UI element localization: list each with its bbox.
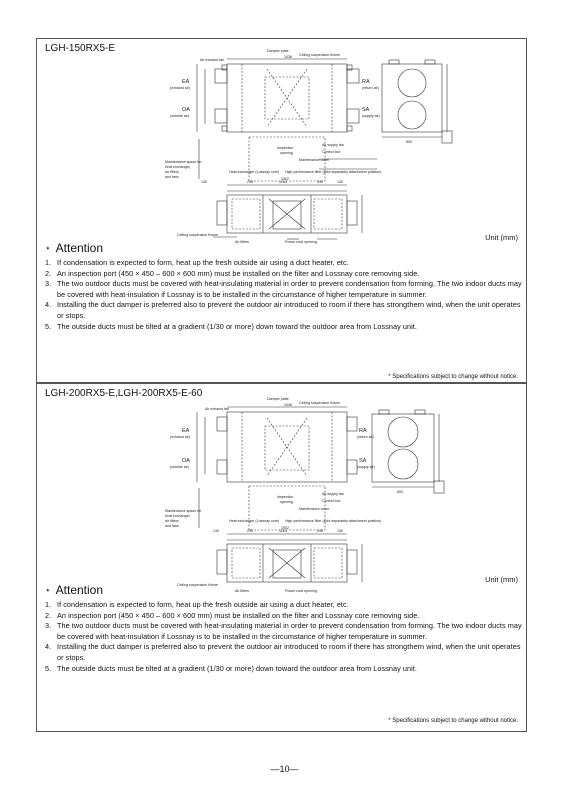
label-ceiling-suspension-bottom: Ceiling suspension fixture <box>177 233 218 237</box>
label-ceiling-suspension-top: Ceiling suspension fixture <box>299 53 340 57</box>
spec-panel-lgh-200 <box>36 383 527 732</box>
label-oa: OA <box>182 458 190 464</box>
sa-duct-circle <box>388 449 418 479</box>
star-icon: ⋆ <box>45 243 51 253</box>
attention-title: Attention <box>55 583 104 597</box>
label-air-supply-fan: Air supply fan <box>322 143 344 147</box>
dim-total: 1502 <box>281 526 289 530</box>
dim-b: 249 <box>247 180 253 184</box>
dim-d: 130 <box>337 529 343 533</box>
note-item: 2. An inspection port (450 × 450 – 600 × 600 mm) must be installed on the filter and Lossnay core removing side. <box>45 610 420 620</box>
label-heat-exchanger: Heat exchanger (Lossnay core) <box>229 170 280 174</box>
dim-top: 1036 <box>284 403 292 407</box>
label-oa: OA <box>182 107 190 113</box>
label-sa: SA <box>362 107 370 113</box>
dim-side: 800 <box>397 490 403 494</box>
label-ra-sub: (return air) <box>362 86 379 90</box>
label-opening: opening <box>280 500 293 504</box>
label-maint-space-4: and fans <box>165 524 179 528</box>
label-maintenance-cover: Maintenance cover <box>299 158 330 162</box>
label-inspection: Inspection <box>277 495 294 499</box>
label-ea-sub: (exhaust air) <box>170 86 190 90</box>
label-ra-sub: (return air) <box>357 435 374 439</box>
note-item: 4. Installing the duct damper is preferred also to prevent the outdoor air introduced to room if there has strongthern wind, when the unit operates or stops. <box>45 300 521 320</box>
panel-title: LGH-150RX5-E <box>45 43 116 54</box>
label-inspection: Inspection <box>277 146 294 150</box>
label-ra: RA <box>359 428 367 434</box>
star-icon: ⋆ <box>45 585 51 595</box>
unit-body-side-view <box>382 64 442 132</box>
dim-side: 800 <box>406 140 412 144</box>
oa-duct-collar <box>215 109 227 123</box>
attention-heading <box>45 241 103 255</box>
page-number: —10— <box>270 764 299 774</box>
label-oa-sub: (outside air) <box>170 465 189 469</box>
attention-title: Attention <box>55 241 104 255</box>
label-air-filters: Air filters <box>235 240 249 244</box>
label-oa-sub: (outside air) <box>170 114 189 118</box>
note-item: 4. Installing the duct damper is preferred also to prevent the outdoor air introduced to room if there has strongthern wind, when the unit operates or stops. <box>45 642 521 662</box>
label-ea: EA <box>182 79 190 85</box>
label-heat-exchanger: Heat exchanger (Lossnay core) <box>229 519 280 523</box>
label-power-cord: Power cord opening <box>285 589 317 593</box>
ra-duct-collar <box>347 69 359 83</box>
sa-duct-collar <box>347 109 359 123</box>
unit-label: Unit (mm) <box>485 575 518 584</box>
dim-a: 130 <box>213 529 219 533</box>
attention-heading <box>45 583 103 597</box>
label-air-supply-fan: Air supply fan <box>322 492 344 496</box>
spec-panel-lgh-150 <box>36 38 527 383</box>
label-air-filters: Air filters <box>235 589 249 593</box>
footnote: * Specifications subject to change without notice. <box>388 718 518 724</box>
dim-c: 249 <box>317 180 323 184</box>
note-item: 3. The two outdoor ducts must be covered with heat-insulating material in order to prevent condensation from forming. The two indoor ducts may be covered with heat-insulation if Lossnay is to be installed in the circumstance of higher temperature in summer. <box>45 621 522 641</box>
sa-duct-circle <box>398 101 426 129</box>
note-item: 5. The outside ducts must be tilted at a gradient (1/30 or more) down toward the outdoor area from Lossnay unit. <box>45 663 417 673</box>
note-item: 2. An inspection port (450 × 450 – 600 × 600 mm) must be installed on the filter and Lossnay core removing side. <box>45 268 420 278</box>
label-hp-filter: High-performance filter (sold separately attachment position) <box>285 170 382 174</box>
dim-c: 249 <box>317 529 323 533</box>
ra-duct-circle <box>388 417 418 447</box>
note-item: 1. If condensation is expected to form, heat up the fresh outside air using a duct heater, etc. <box>45 600 349 609</box>
label-damper-plate: Damper plate <box>267 49 289 53</box>
dim-inner: 1164 <box>279 529 287 533</box>
label-maintenance-cover: Maintenance cover <box>299 507 330 511</box>
unit-label: Unit (mm) <box>485 233 518 242</box>
label-ceiling-suspension-top: Ceiling suspension fixture <box>299 401 340 405</box>
label-control-box: Control box <box>322 150 341 154</box>
label-sa-sub: (supply air) <box>362 114 380 118</box>
dim-b: 249 <box>247 529 253 533</box>
label-maint-space-1: Maintenance space for <box>165 160 202 164</box>
dim-a: 130 <box>201 180 207 184</box>
note-item: 1. If condensation is expected to form, heat up the fresh outside air using a duct heater, etc. <box>45 258 349 267</box>
dim-top: 1036 <box>284 55 292 59</box>
note-item: 5. The outside ducts must be tilted at a gradient (1/30 or more) down toward the outdoor area from Lossnay unit. <box>45 321 417 331</box>
note-item: 3. The two outdoor ducts must be covered with heat-insulating material in order to prevent condensation from forming. The two indoor ducts may be covered with heat-insulation if Lossnay is to be installed in the circumstance of higher temperature in summer. <box>45 279 522 299</box>
label-ra: RA <box>362 79 370 85</box>
label-maint-space-2: heat exchanger, <box>165 514 191 518</box>
label-opening: opening <box>280 151 293 155</box>
label-air-exhaust-fan: Air exhaust fan <box>205 407 229 411</box>
panel-title: LGH-200RX5-E,LGH-200RX5-E-60 <box>45 388 203 399</box>
label-maint-space-4: and fans <box>165 175 179 179</box>
unit-body-side-view <box>372 414 434 482</box>
label-maint-space-2: heat exchanger, <box>165 165 191 169</box>
dimension-diagram <box>37 39 526 254</box>
label-ea-sub: (exhaust air) <box>170 435 190 439</box>
label-damper-plate: Damper plate <box>267 397 289 401</box>
label-power-cord: Power cord opening <box>285 240 317 244</box>
dim-inner: 1164 <box>279 180 287 184</box>
label-sa-sub: (supply air) <box>357 465 375 469</box>
footnote: * Specifications subject to change without notice. <box>388 374 518 380</box>
dimension-diagram <box>37 384 526 599</box>
ra-duct-circle <box>398 69 426 97</box>
dim-total: 1502 <box>281 177 289 181</box>
attention-notes <box>45 600 523 674</box>
label-ea: EA <box>182 428 190 434</box>
label-hp-filter: High-performance filter (sold separately attachment position) <box>285 519 382 523</box>
attention-notes <box>45 258 523 332</box>
label-sa: SA <box>359 458 367 464</box>
label-maint-space-1: Maintenance space for <box>165 509 202 513</box>
label-maint-space-3: air filters, <box>165 170 180 174</box>
ea-duct-collar <box>215 69 227 83</box>
label-air-exhaust-fan: Air exhaust fan <box>200 58 224 62</box>
label-maint-space-3: air filters, <box>165 519 180 523</box>
dim-d: 130 <box>337 180 343 184</box>
label-control-box: Control box <box>322 499 341 503</box>
label-ceiling-suspension-bottom: Ceiling suspension fixture <box>177 583 218 587</box>
